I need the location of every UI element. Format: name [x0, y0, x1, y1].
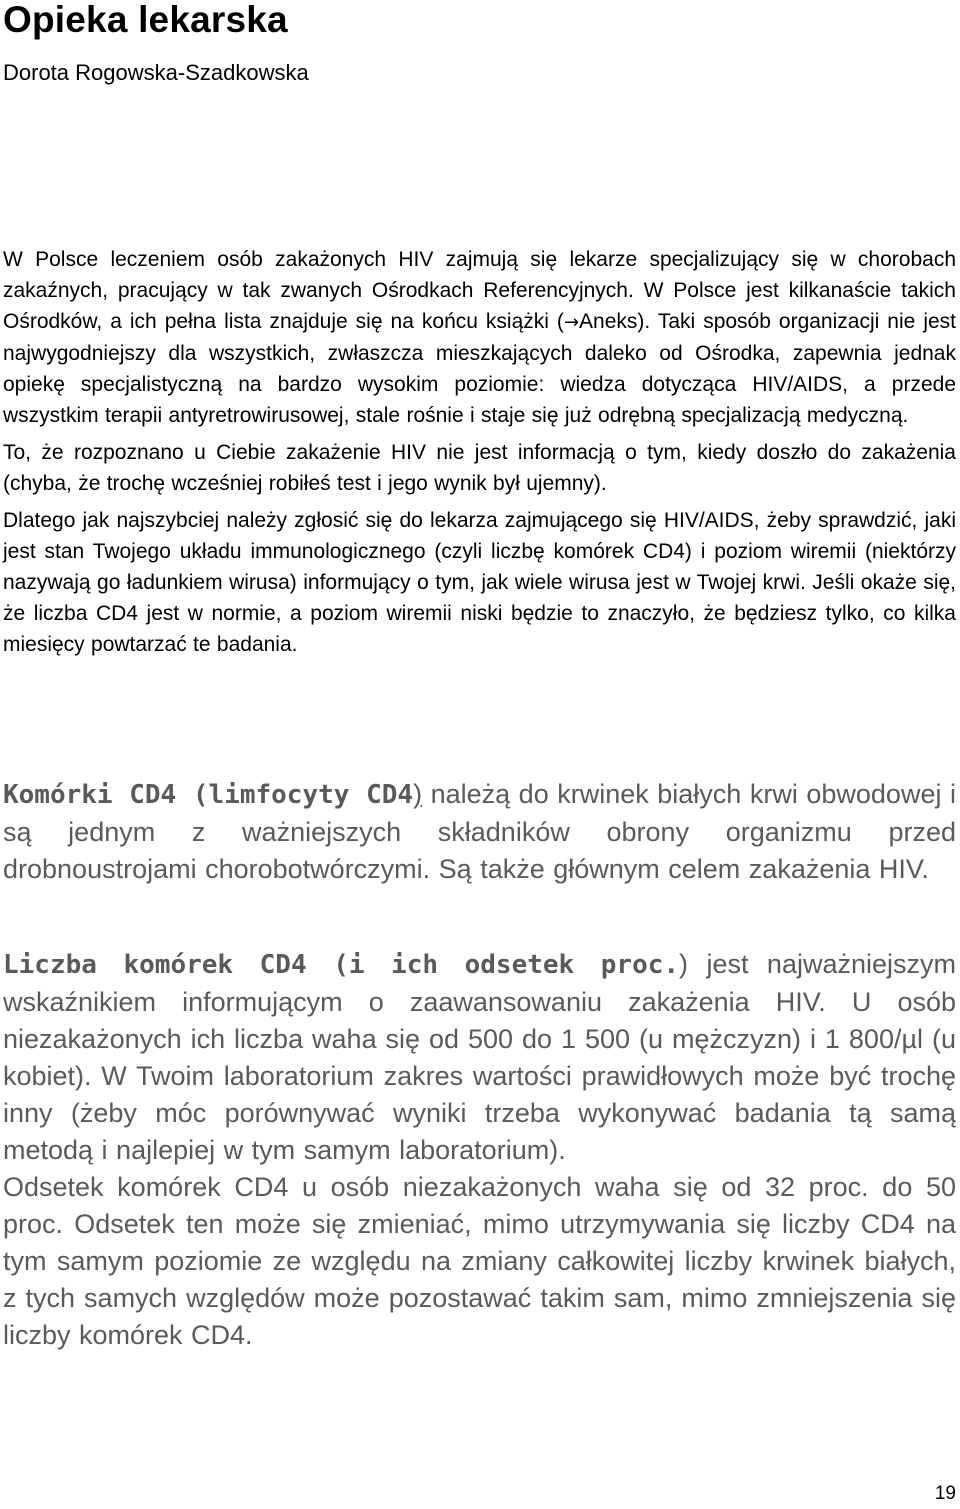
paragraph-3: Dlatego jak najszybciej należy zgłosić się do lekarza zajmującego się HIV/AIDS, żeby sprawdzić, jaki jest stan Twojego układu immunologicznego (czyli liczbę komórek CD4) i poziom wiremii (niektórzy nazywają go ładunkiem wirusa) informujący o tym, jak wiele wirusa jest w Twojej krwi. Jeśli okaże się, że liczba CD4 jest w normie, a poziom wiremii niski będzie to znaczyło, że będziesz tylko, co kilka miesięcy powtarzać te badania. [3, 509, 956, 656]
term-cd4-count: Liczba komórek CD4 (i ich odsetek proc. [3, 950, 680, 980]
main-text [3, 244, 956, 666]
term-cd4-cells-close: ) [413, 779, 423, 809]
paragraph-2: To, że rozpoznano u Ciebie zakażenie HIV nie jest informacją o tym, kiedy doszło do zakażenia (chyba, że trochę wcześniej robiłeś test i jego wynik był ujemny). [3, 441, 956, 495]
info-box-cd4-cells [3, 776, 956, 888]
info-box-cd4-count-text [3, 946, 956, 1169]
paragraph-1-part-b: Aneks). Taki sposób organizacji nie jest najwygodniejszy dla wszystkich, zwłaszcza mieszkających daleko od Ośrodka, zapewnia jednak opiekę specjalistyczną na bardzo wysokim poziomie: wiedza dotycząca HIV/AIDS, a przede wszystkim terapii antyretrowirusowej, stale rośnie i staje się już odrębną specjalizacją medyczną. [3, 310, 956, 427]
info-box-cd4-count [3, 946, 956, 1354]
author: Dorota Rogowska-Szadkowska [3, 60, 309, 85]
page-title: Opieka lekarska [3, 0, 288, 40]
paragraph-1 [3, 244, 956, 431]
info-box-cd4-cells-body: należą do krwinek białych krwi obwodowej i są jednym z ważniejszych składników obrony organizmu przed drobnoustrojami chorobotwórczymi. Są także głównym celem zakażenia HIV. [3, 779, 956, 884]
term-cd4-count-close: ) [679, 949, 689, 979]
arrow-right-icon: → [563, 312, 580, 333]
info-box-cd4-percentage: Odsetek komórek CD4 u osób niezakażonych waha się od 32 proc. do 50 proc. Odsetek ten może się zmieniać, mimo utrzymywania się liczby CD4 na tym samym poziomie ze względu na zmiany całkowitej liczby krwinek białych, z tych samych względów może pozostawać takim sam, mimo zmniejszenia się liczby komórek CD4. [3, 1172, 956, 1350]
page-number: 19 [934, 1483, 956, 1504]
info-box-cd4-count-body: jest najważniejszym wskaźnikiem informującym o zaawansowaniu zakażenia HIV. U osób niezakażonych ich liczba waha się od 500 do 1 500 (u mężczyzn) i 1 800/µl (u kobiet). W Twoim laboratorium zakres wartości prawidłowych może być trochę inny (żeby móc porównywać wyniki trzeba wykonywać badania tą samą metodą i najlepiej w tym samym laboratorium). [3, 949, 956, 1165]
info-box-cd4-cells-text [3, 776, 956, 888]
paragraph-1-part-a: W Polsce leczeniem osób zakażonych HIV zajmują się lekarze specjalizujący się w chorobach zakaźnych, pracujący w tak zwanych Ośrodkach Referencyjnych. W Polsce jest kilkanaście takich Ośrodków, a ich pełna lista znajduje się na końcu książki ( [3, 248, 956, 333]
term-cd4-cells: Komórki CD4 (limfocyty CD4 [3, 780, 414, 810]
